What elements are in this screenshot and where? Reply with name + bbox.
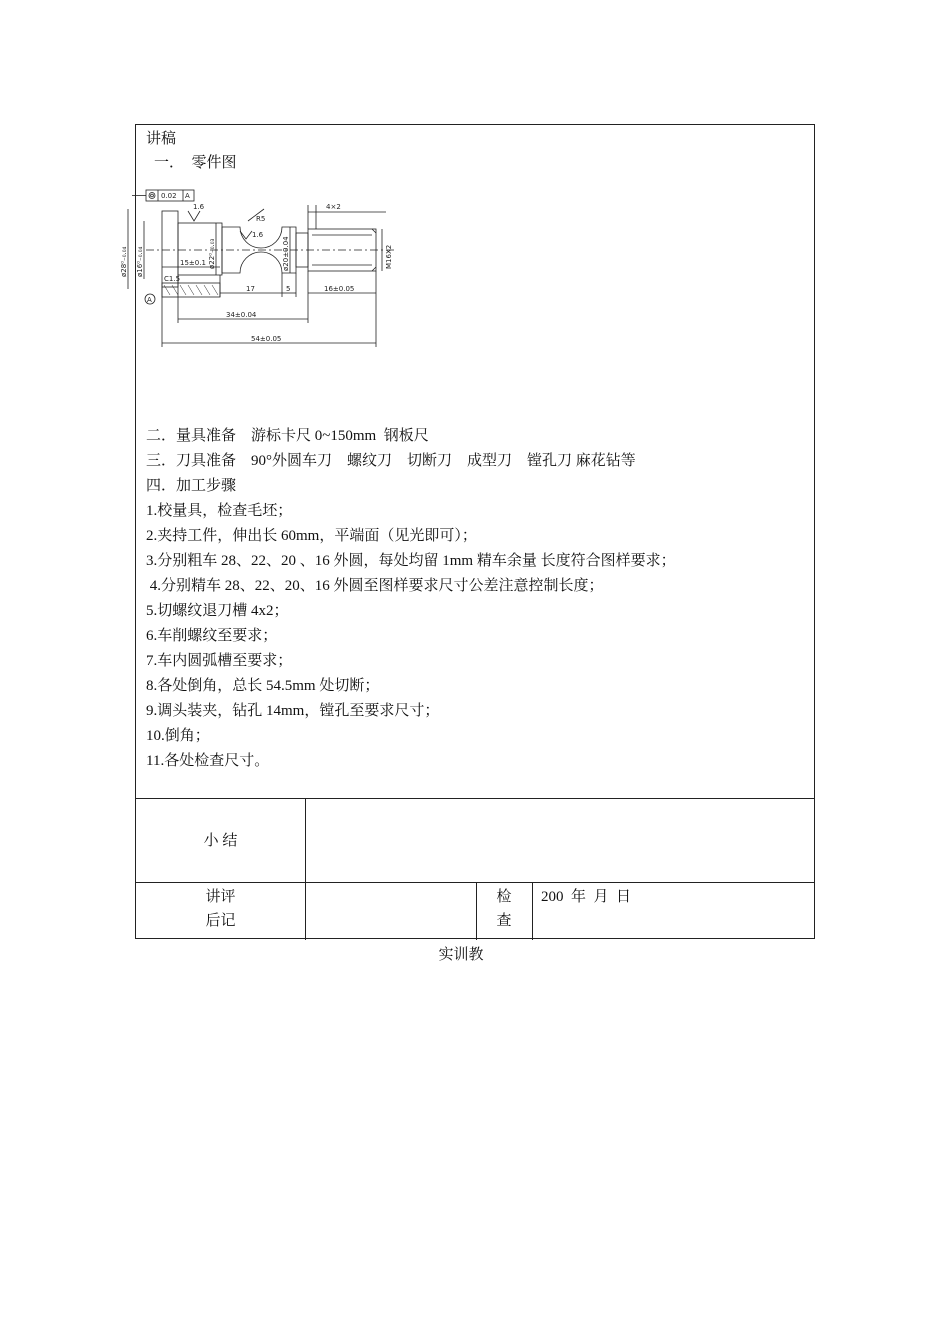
step-item: 6.车削螺纹至要求； bbox=[146, 628, 278, 644]
groove-dim: 4×2 bbox=[326, 203, 341, 211]
dim-5: 5 bbox=[286, 285, 291, 293]
tol-value: 0.02 bbox=[161, 192, 177, 200]
step-item: 7.车内圆弧槽至要求； bbox=[146, 653, 293, 669]
dim-dia22: ø22⁰₋₀.₀₃ bbox=[208, 238, 216, 269]
lecture-table bbox=[120, 124, 815, 939]
step-item: 1.校量具，检查毛坯； bbox=[146, 503, 293, 519]
section-measuring-tools: 二．量具准备 游标卡尺 0~150mm 钢板尺 bbox=[146, 428, 429, 444]
concentricity-icon bbox=[149, 193, 155, 199]
step-item: 4.分别精车 28、22、20、16 外圆至图样要求尺寸公差注意控制长度； bbox=[146, 578, 604, 594]
part-drawing bbox=[120, 187, 436, 357]
lecture-notes-cell bbox=[120, 125, 814, 798]
dim-dia28: ø28⁰₋₀.₀₄ bbox=[120, 246, 128, 277]
date-field[interactable]: 200 年 月 日 bbox=[541, 889, 632, 905]
step-item: 10.倒角； bbox=[146, 728, 210, 744]
dim-dia16: ø16⁰₋₀.₀₄ bbox=[136, 246, 144, 277]
chamfer-label: C1.5 bbox=[164, 275, 181, 283]
dim-34: 34±0.04 bbox=[226, 311, 257, 319]
review-label-line2: 后记 bbox=[205, 913, 236, 929]
roughness-label-1: 1.6 bbox=[193, 203, 205, 211]
dim-16: 16±0.05 bbox=[324, 285, 355, 293]
step-item: 9.调头装夹，钻孔 14mm，镗孔至要求尺寸； bbox=[146, 703, 440, 719]
dim-thread: M16X2 bbox=[385, 244, 393, 269]
step-item: 8.各处倒角，总长 54.5mm 处切断； bbox=[146, 678, 380, 694]
summary-row bbox=[136, 798, 814, 883]
roughness-label-2: 1.6 bbox=[252, 231, 264, 239]
check-label-line2: 查 bbox=[496, 913, 512, 929]
footer-text: 实训教 bbox=[438, 947, 484, 963]
check-label bbox=[476, 885, 532, 933]
lecture-header: 讲稿 bbox=[146, 131, 177, 147]
dim-54: 54±0.05 bbox=[251, 335, 282, 343]
section-steps: 四．加工步骤 bbox=[146, 478, 237, 494]
step-item: 2.夹持工件，伸出长 60mm，平端面（见光即可）； bbox=[146, 528, 477, 544]
summary-label: 小 结 bbox=[203, 833, 238, 849]
step-item: 11.各处检查尺寸。 bbox=[146, 753, 270, 769]
dim-15: 15±0.1 bbox=[180, 259, 206, 267]
section-cutting-tools: 三．刀具准备 90°外圆车刀 螺纹刀 切断刀 成型刀 镗孔刀 麻花钻等 bbox=[146, 453, 636, 469]
review-row bbox=[136, 882, 814, 940]
tol-datum: A bbox=[185, 192, 190, 200]
step-item: 5.切螺纹退刀槽 4x2； bbox=[146, 603, 289, 619]
datum-a-label: A bbox=[147, 296, 152, 304]
review-label-line1: 讲评 bbox=[205, 889, 236, 905]
step-item: 3.分别粗车 28、22、20 、16 外圆，每处均留 1mm 精车余量 长度符合图样要求； bbox=[146, 553, 676, 569]
section-part-drawing: 一． 零件图 bbox=[154, 155, 237, 171]
check-label-line1: 检 bbox=[496, 889, 512, 905]
dim-dia20: ø20±0.04 bbox=[282, 236, 290, 271]
review-label bbox=[136, 885, 305, 933]
dim-17: 17 bbox=[246, 285, 255, 293]
radius-label: R5 bbox=[256, 215, 266, 223]
